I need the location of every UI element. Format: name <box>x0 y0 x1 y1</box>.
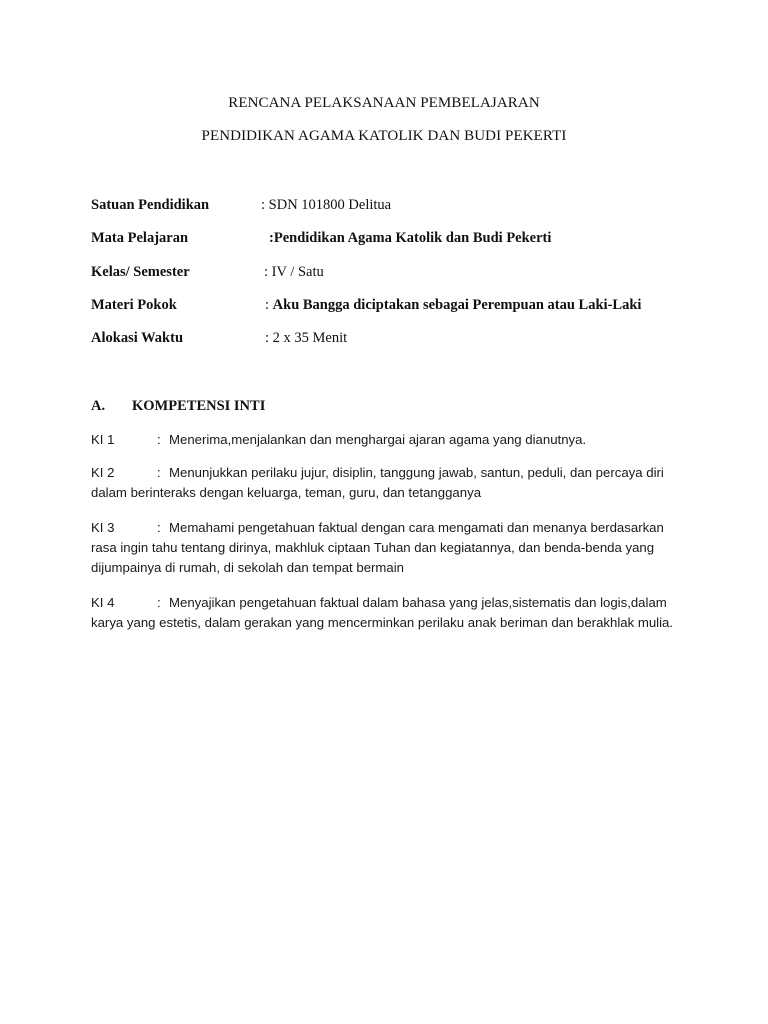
ki-text: Menerima,menjalankan dan menghargai ajaran agama yang dianutnya. <box>169 432 587 447</box>
info-label-kelas-semester: Kelas/ Semester <box>91 264 190 280</box>
ki-paragraph-2 <box>91 463 691 503</box>
ki-text: Menyajikan pengetahuan faktual dalam bahasa yang jelas,sistematis dan logis,dalam karya yang estetis, dalam gerakan yang mencerminkan perilaku anak beriman dan berakhlak mulia. <box>91 595 674 630</box>
info-value-alokasi-waktu <box>265 330 347 347</box>
info-label-materi-pokok: Materi Pokok <box>91 297 177 313</box>
ki-separator: : <box>157 432 161 447</box>
info-label-mata-pelajaran: Mata Pelajaran <box>91 230 189 246</box>
ki-separator: : <box>157 465 161 480</box>
section-heading-text: KOMPETENSI INTI <box>132 398 266 414</box>
info-value-kelas-semester <box>264 264 324 281</box>
ki-code: KI 1 <box>91 432 115 447</box>
info-value-text: SDN 101800 Delitua <box>268 197 392 213</box>
info-value-text: 2 x 35 Menit <box>272 330 348 346</box>
info-value-text: Pendidikan Agama Katolik dan Budi Pekerti <box>273 230 552 246</box>
ki-code: KI 3 <box>91 520 115 535</box>
info-separator: : <box>265 297 273 313</box>
info-value-text: Aku Bangga diciptakan sebagai Perempuan atau Laki-Laki <box>272 297 642 313</box>
info-value-text: IV / Satu <box>271 264 324 280</box>
info-label-satuan-pendidikan: Satuan Pendidikan <box>91 197 210 213</box>
info-separator: : <box>264 264 272 280</box>
ki-code: KI 2 <box>91 465 115 480</box>
info-separator: : <box>265 330 273 346</box>
document-title: RENCANA PELAKSANAAN PEMBELAJARAN <box>228 95 540 111</box>
ki-code: KI 4 <box>91 595 115 610</box>
ki-paragraph-3 <box>91 518 691 578</box>
info-value-mata-pelajaran <box>269 230 551 247</box>
info-value-satuan-pendidikan <box>261 197 391 214</box>
document-subtitle: PENDIDIKAN AGAMA KATOLIK DAN BUDI PEKERTI <box>201 128 567 144</box>
info-separator: : <box>261 197 269 213</box>
ki-separator: : <box>157 520 161 535</box>
ki-paragraph-4 <box>91 593 691 633</box>
ki-text: Memahami pengetahuan faktual dengan cara mengamati dan menanya berdasarkan rasa ingin tahu tentang dirinya, makhluk ciptaan Tuhan dan kegiatannya, dan benda-benda yang dijumpainya di rumah, di sekolah dan tempat bermain <box>91 520 664 575</box>
ki-paragraph-1 <box>91 430 691 450</box>
info-value-materi-pokok <box>265 297 641 314</box>
info-label-alokasi-waktu: Alokasi Waktu <box>91 330 184 346</box>
section-letter: A. <box>91 398 106 414</box>
ki-text: Menunjukkan perilaku jujur, disiplin, tanggung jawab, santun, peduli, dan percaya diri dalam berinteraks dengan keluarga, teman, guru, dan tetangganya <box>91 465 664 500</box>
info-separator: : <box>269 230 274 246</box>
ki-separator: : <box>157 595 161 610</box>
section-heading <box>91 398 265 415</box>
